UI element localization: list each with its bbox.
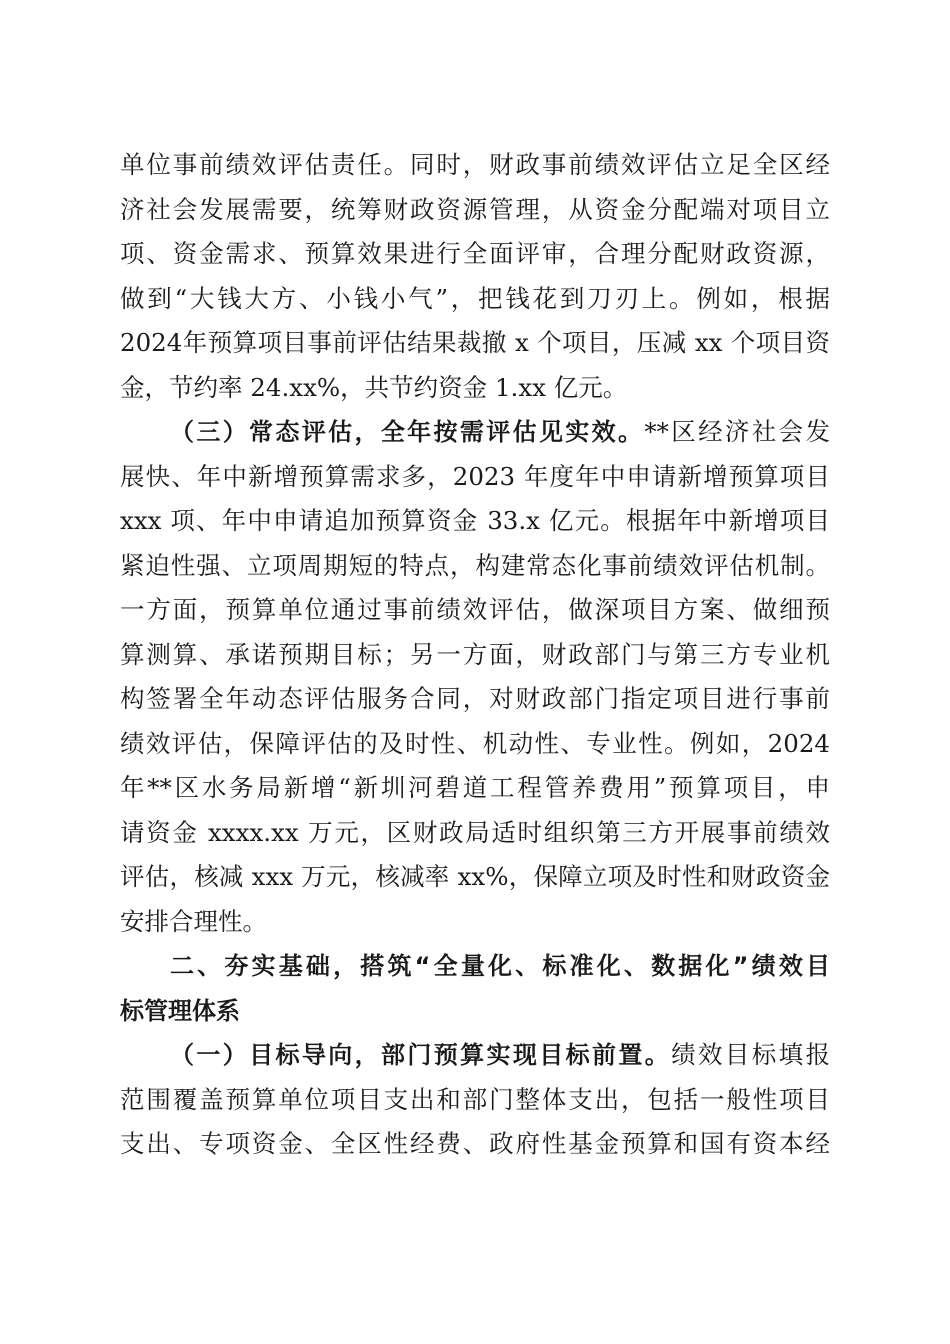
body-text-line: 济社会发展需要，统筹财政资源管理，从资金分配端对项目立 — [120, 195, 830, 224]
section-heading-continuation: 标管理体系 — [120, 997, 240, 1025]
body-text-line: 请资金 xxxx.xx 万元，区财政局适时组织第三方开展事前绩效 — [120, 818, 830, 847]
body-text-line: 紧迫性强、立项周期短的特点，构建常态化事前绩效评估机制。 — [120, 551, 830, 580]
body-text-run: 绩效目标填报 — [671, 1040, 830, 1069]
body-text-line: 算测算、承诺预期目标；另一方面，财政部门与第三方专业机 — [120, 640, 830, 669]
body-text-line: 金，节约率 24.xx%，共节约资金 1.xx 亿元。 — [120, 373, 628, 402]
subsection-heading: （一）目标导向，部门预算实现目标前置。 — [170, 1041, 672, 1069]
body-text-line: xxx 项、年中申请追加预算资金 33.x 亿元。根据年中新增项目 — [120, 506, 830, 535]
body-text-line: 展快、年中新增预算需求多，2023 年度年中申请新增预算项目 — [120, 462, 830, 491]
body-text-line: 单位事前绩效评估责任。同时，财政事前绩效评估立足全区经 — [120, 150, 830, 179]
body-text-line: 2024年预算项目事前评估结果裁撤 x 个项目，压减 xx 个项目资 — [120, 328, 830, 357]
body-text-line: 安排合理性。 — [120, 907, 267, 936]
body-text-line: 项、资金需求、预算效果进行全面评审，合理分配财政资源， — [120, 239, 830, 268]
body-text-line: 范围覆盖预算单位项目支出和部门整体支出，包括一般性项目 — [120, 1085, 830, 1114]
body-text-line: 绩效评估，保障评估的及时性、机动性、专业性。例如，2024 — [120, 729, 830, 758]
body-text-line: 评估，核减 xxx 万元，核减率 xx%，保障立项及时性和财政资金 — [120, 862, 830, 891]
body-text-run: **区经济社会发 — [644, 417, 830, 446]
body-text-line: 构签署全年动态评估服务合同，对财政部门指定项目进行事前 — [120, 684, 830, 713]
subsection-paragraph-start — [170, 410, 830, 454]
body-text-line: 一方面，预算单位通过事前绩效评估，做深项目方案、做细预 — [120, 595, 830, 624]
body-text-line: 支出、专项资金、全区性经费、政府性基金预算和国有资本经 — [120, 1129, 830, 1158]
subsection-heading: （三）常态评估，全年按需评估见实效。 — [170, 418, 645, 446]
subsection-paragraph-start — [170, 1033, 830, 1077]
body-text-line: 年**区水务局新增“新圳河碧道工程管养费用”预算项目，申 — [120, 773, 830, 802]
section-heading: 二、夯实基础，搭筑“全量化、标准化、数据化”绩效目 — [170, 952, 830, 980]
body-text-line: 做到“大钱大方、小钱小气”，把钱花到刀刃上。例如，根据 — [120, 284, 830, 313]
